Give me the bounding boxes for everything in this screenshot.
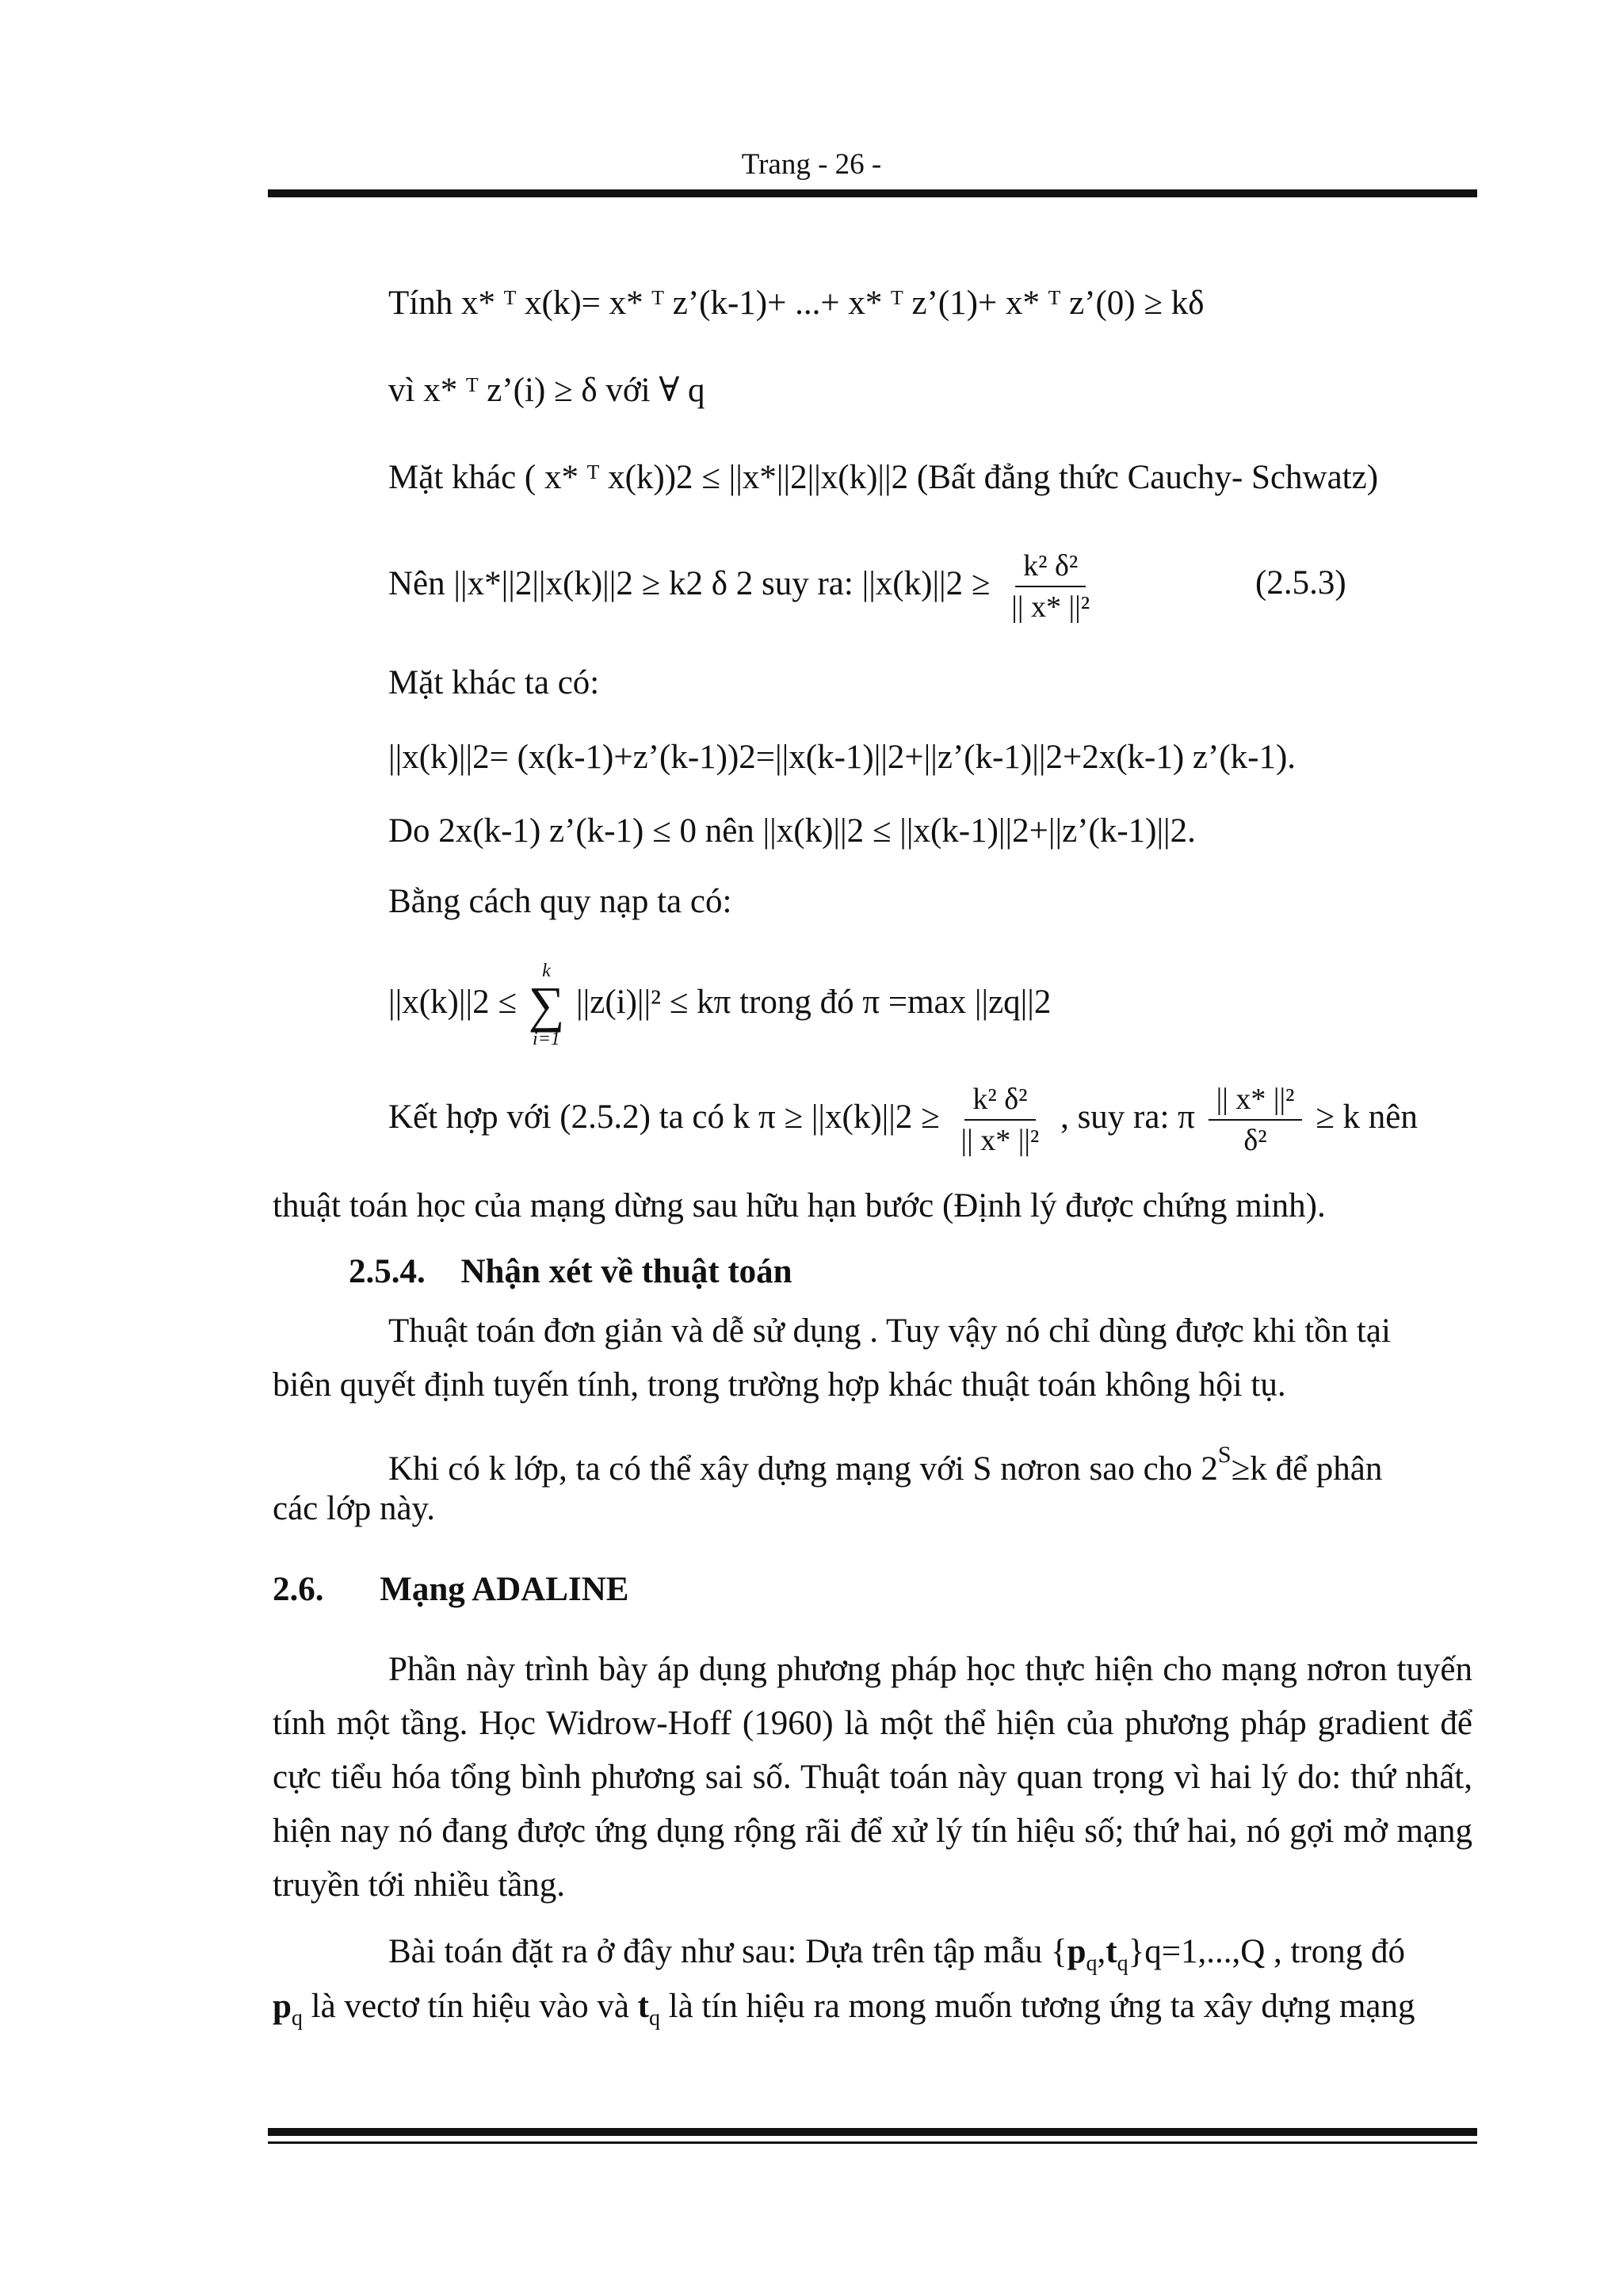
subscript-q: q [291, 2006, 303, 2030]
symbol-t: t [1106, 1933, 1117, 1970]
para-254-line-3-a: Khi có k lớp, ta có thể xây dựng mạng với S nơron sao cho 2 [388, 1450, 1218, 1488]
eq-line-11: thuật toán học của mạng dừng sau hữu hạn bước (Định lý được chứng minh). [273, 1187, 1326, 1224]
eq-line-5: Mặt khác ta có: [388, 664, 600, 701]
section-26-title: Mạng ADALINE [380, 1571, 629, 1608]
para-26-problem-line-1 [388, 1930, 1405, 1986]
para-254-line-2: biên quyết định tuyến tính, trong trường hợp khác thuật toán không hội tụ. [273, 1366, 1286, 1404]
problem-text-c: là vectơ tín hiệu vào và [302, 1988, 638, 2025]
eq-10-fraction-2 [1209, 1079, 1303, 1160]
eq-line-8: Bằng cách quy nạp ta có: [388, 883, 732, 920]
eq-line-4 [388, 541, 1102, 628]
sum-upper-limit: k [542, 961, 551, 982]
eq-line-6: ||x(k)||2= (x(k-1)+z’(k-1))2=||x(k-1)||2+||z’(k-1)||2+2x(k-1) z’(k-1). [388, 739, 1296, 776]
eq-4-fraction [1003, 546, 1098, 627]
para-26-problem-line-2 [273, 1985, 1415, 2041]
eq-10-numerator-2: || x* ||² [1209, 1079, 1303, 1121]
eq-number-253: (2.5.3) [1255, 564, 1346, 602]
section-26-number: 2.6. [273, 1571, 324, 1608]
eq-4-numerator: k² δ² [1015, 546, 1086, 587]
problem-text-a: Bài toán đặt ra ở đây như sau: Dựa trên tập mẫu { [388, 1933, 1067, 1970]
symbol-p: p [273, 1988, 292, 2025]
para-254-line-3-b: ≥k để phân [1231, 1450, 1383, 1488]
eq-line-10 [388, 1074, 1418, 1161]
symbol-p: p [1067, 1933, 1086, 1970]
footer-rule-thin [268, 2141, 1477, 2144]
para-254-line-1: Thuật toán đơn giản và dễ sử dụng . Tuy vậy nó chỉ dùng được khi tồn tại [388, 1312, 1391, 1350]
eq-line-1: Tính x* ᵀ x(k)= x* ᵀ z’(k-1)+ ...+ x* ᵀ z’(1)+ x* ᵀ z’(0) ≥ kδ [388, 285, 1205, 322]
eq-line-2: vì x* ᵀ z’(i) ≥ δ với ∀ q [388, 372, 705, 409]
eq-10-mid: , suy ra: π [1060, 1098, 1195, 1136]
eq-10-text: Kết hợp với (2.5.2) ta có k π ≥ ||x(k)||2 ≥ [388, 1098, 940, 1136]
sum-symbol: ∑ [528, 976, 565, 1033]
subscript-q: q [649, 2006, 660, 2030]
eq-9-left: ||x(k)||2 ≤ [388, 984, 517, 1021]
comma: , [1097, 1933, 1106, 1970]
eq-4-denominator: || x* ||² [1011, 590, 1090, 625]
problem-text-b: }q=1,...,Q , trong đó [1128, 1933, 1406, 1970]
eq-10-denominator-1: || x* ||² [960, 1124, 1040, 1158]
footer-rule-thick [268, 2128, 1477, 2136]
eq-10-fraction-1 [953, 1079, 1048, 1160]
page-header: Trang - 26 - [741, 148, 882, 181]
para-254-line-3 [388, 1433, 1382, 1492]
header-rule [268, 189, 1477, 197]
summation [529, 960, 565, 1050]
eq-line-3: Mặt khác ( x* ᵀ x(k))2 ≤ ||x*||2||x(k)||2 (Bất đẳng thức Cauchy- Schwatz) [388, 459, 1379, 496]
subscript-q: q [1086, 1951, 1098, 1976]
section-254-number: 2.5.4. [349, 1253, 426, 1290]
eq-9-right: ||z(i)||² ≤ kπ trong đó π =max ||zq||2 [576, 984, 1052, 1021]
para-26-intro: Phần này trình bày áp dụng phương pháp học thực hiện cho mạng nơron tuyến tính một tầng. Học Widrow-Hoff (1960) là một thể hiện của phương pháp gradient để cực tiểu hóa tổng bình phương sai số. Thuật toán này quan trọng vì hai lý do: thứ nhất, hiện nay nó đang được ứng dụng rộng rãi để xử lý tín hiệu số; thứ hai, nó gợi mở mạng truyền tới nhiều tầng. [273, 1651, 1472, 1904]
eq-line-7: Do 2x(k-1) z’(k-1) ≤ 0 nên ||x(k)||2 ≤ ||x(k-1)||2+||z’(k-1)||2. [388, 812, 1196, 850]
eq-10-end: ≥ k nên [1316, 1098, 1418, 1136]
sum-lower-limit: i=1 [533, 1029, 560, 1050]
para-254-line-4: các lớp này. [273, 1490, 435, 1527]
symbol-t: t [637, 1988, 649, 2025]
subscript-q: q [1117, 1951, 1128, 1976]
eq-4-text: Nên ||x*||2||x(k)||2 ≥ k2 δ 2 suy ra: ||x(k)||2 ≥ [388, 565, 991, 602]
section-26-heading [273, 1568, 628, 1612]
eq-10-numerator-1: k² δ² [964, 1079, 1035, 1121]
superscript-s: S [1217, 1442, 1232, 1468]
eq-line-9 [388, 951, 1051, 1054]
section-254-title: Nhận xét về thuật toán [460, 1253, 792, 1290]
problem-text-d: là tín hiệu ra mong muốn tương ứng ta xây dựng mạng [660, 1988, 1415, 2025]
eq-10-denominator-2: δ² [1243, 1124, 1267, 1158]
section-254-heading [349, 1250, 792, 1294]
